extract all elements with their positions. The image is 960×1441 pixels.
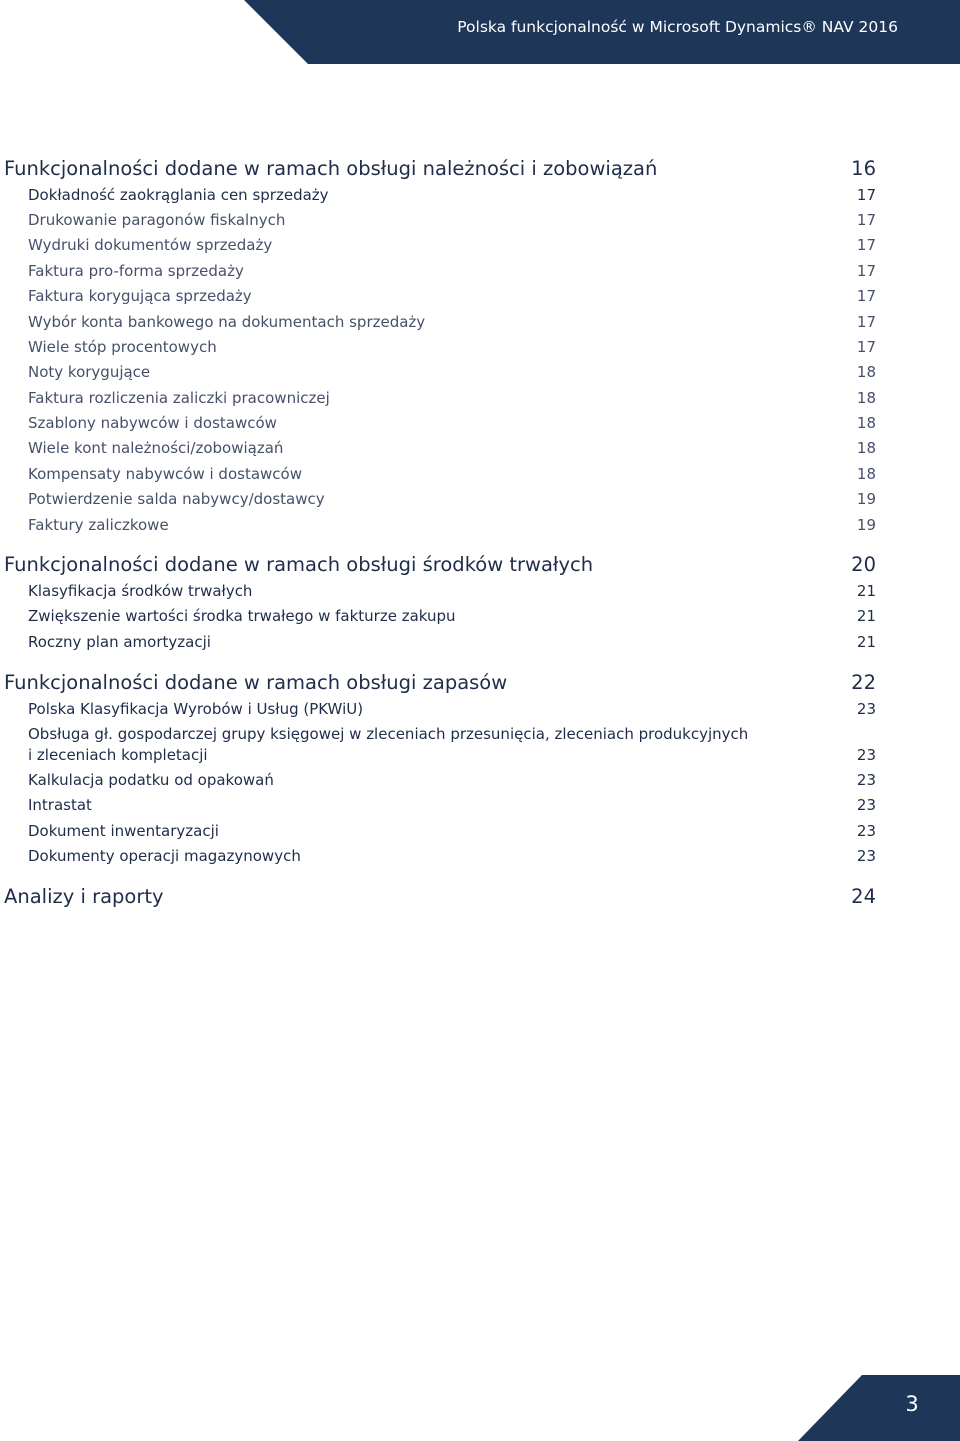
toc-item[interactable] bbox=[28, 363, 876, 385]
toc-item-page: 17 bbox=[856, 287, 876, 305]
toc-item-title: Zwiększenie wartości środka trwałego w fakturze zakupu bbox=[28, 607, 456, 625]
footer-band bbox=[798, 1375, 960, 1441]
toc-item[interactable] bbox=[28, 796, 876, 818]
toc-item-page: 23 bbox=[856, 847, 876, 865]
toc-section[interactable] bbox=[4, 885, 876, 911]
header-band bbox=[0, 0, 960, 64]
toc-item-title: Intrastat bbox=[28, 796, 92, 814]
toc-section-page: 22 bbox=[851, 671, 876, 694]
toc-section-title: Funkcjonalności dodane w ramach obsługi zapasów bbox=[4, 671, 508, 694]
toc-item-page: 19 bbox=[856, 516, 876, 534]
toc-section-page: 24 bbox=[851, 885, 876, 908]
toc-item[interactable] bbox=[28, 186, 876, 208]
toc-item-title-line1: Obsługa gł. gospodarczej grupy księgowej w zleceniach przesunięcia, zleceniach produkcyjnych bbox=[28, 725, 749, 743]
toc-item-page: 23 bbox=[856, 771, 876, 789]
toc-item[interactable] bbox=[28, 414, 876, 436]
toc-item[interactable] bbox=[28, 847, 876, 869]
toc-item-title: Szablony nabywców i dostawców bbox=[28, 414, 277, 432]
toc-item-title: Polska Klasyfikacja Wyrobów i Usług (PKWiU) bbox=[28, 700, 364, 718]
toc-item[interactable] bbox=[28, 338, 876, 360]
toc-item-page: 17 bbox=[856, 186, 876, 204]
toc-section[interactable] bbox=[4, 157, 876, 183]
toc-item-title-line2: i zleceniach kompletacji bbox=[28, 746, 208, 764]
toc-item[interactable] bbox=[28, 389, 876, 411]
toc-item-page: 23 bbox=[856, 822, 876, 840]
toc-item[interactable] bbox=[28, 771, 876, 793]
toc-item[interactable] bbox=[28, 822, 876, 844]
toc-item[interactable] bbox=[28, 582, 876, 604]
toc-item[interactable] bbox=[28, 211, 876, 233]
toc-item-title: Wydruki dokumentów sprzedaży bbox=[28, 236, 273, 254]
toc-item-page: 21 bbox=[856, 633, 876, 651]
toc-item-title: Dokładność zaokrąglania cen sprzedaży bbox=[28, 186, 329, 204]
toc-item-page: 23 bbox=[856, 700, 876, 718]
toc-item-page: 18 bbox=[856, 389, 876, 407]
footer-band-shape bbox=[798, 1375, 960, 1441]
toc-item-title: Potwierdzenie salda nabywcy/dostawcy bbox=[28, 490, 325, 508]
toc-item[interactable] bbox=[28, 439, 876, 461]
toc-section-page: 16 bbox=[851, 157, 876, 180]
toc-section-title: Funkcjonalności dodane w ramach obsługi należności i zobowiązań bbox=[4, 157, 658, 180]
toc-item-title: Kompensaty nabywców i dostawców bbox=[28, 465, 302, 483]
toc-item-page: 17 bbox=[856, 262, 876, 280]
toc-item-title: Faktura pro-forma sprzedaży bbox=[28, 262, 244, 280]
toc-item-page: 18 bbox=[856, 363, 876, 381]
toc-item[interactable] bbox=[28, 607, 876, 629]
toc-item[interactable] bbox=[28, 633, 876, 655]
toc-section[interactable] bbox=[4, 671, 876, 697]
toc-item[interactable] bbox=[28, 725, 876, 769]
toc-item-title: Drukowanie paragonów fiskalnych bbox=[28, 211, 286, 229]
toc-item-page: 17 bbox=[856, 338, 876, 356]
toc-item-page: 17 bbox=[856, 313, 876, 331]
toc-section[interactable] bbox=[4, 553, 876, 579]
toc-item-title: Roczny plan amortyzacji bbox=[28, 633, 211, 651]
document-title: Polska funkcjonalność w Microsoft Dynamics® NAV 2016 bbox=[457, 18, 898, 36]
toc-item[interactable] bbox=[28, 287, 876, 309]
toc-item-page: 17 bbox=[856, 211, 876, 229]
toc-item-title: Noty korygujące bbox=[28, 363, 151, 381]
toc-section-title: Analizy i raporty bbox=[4, 885, 164, 908]
toc-item-title: Faktura korygująca sprzedaży bbox=[28, 287, 252, 305]
toc-item-page: 21 bbox=[856, 607, 876, 625]
toc-item-title: Wybór konta bankowego na dokumentach sprzedaży bbox=[28, 313, 426, 331]
toc-item-title: Wiele kont należności/zobowiązań bbox=[28, 439, 284, 457]
toc-item-page: 21 bbox=[856, 582, 876, 600]
toc-section-title: Funkcjonalności dodane w ramach obsługi środków trwałych bbox=[4, 553, 594, 576]
toc-item-title: Kalkulacja podatku od opakowań bbox=[28, 771, 274, 789]
toc-item-page: 23 bbox=[856, 796, 876, 814]
toc-item-title: Dokumenty operacji magazynowych bbox=[28, 847, 301, 865]
toc-item-title: Wiele stóp procentowych bbox=[28, 338, 217, 356]
toc-item[interactable] bbox=[28, 313, 876, 335]
toc-item-title: Klasyfikacja środków trwałych bbox=[28, 582, 253, 600]
toc-item-page: 18 bbox=[856, 465, 876, 483]
toc-item[interactable] bbox=[28, 516, 876, 538]
page-number: 3 bbox=[905, 1392, 919, 1416]
toc-item[interactable] bbox=[28, 490, 876, 512]
toc-item-title: Dokument inwentaryzacji bbox=[28, 822, 219, 840]
toc-item-page: 18 bbox=[856, 414, 876, 432]
toc-section-page: 20 bbox=[851, 553, 876, 576]
toc-item-page: 19 bbox=[856, 490, 876, 508]
toc-item-title: Faktury zaliczkowe bbox=[28, 516, 169, 534]
toc-item-title: Faktura rozliczenia zaliczki pracowniczej bbox=[28, 389, 330, 407]
toc-item-page: 18 bbox=[856, 439, 876, 457]
toc-item-page: 23 bbox=[856, 746, 876, 764]
toc-item[interactable] bbox=[28, 700, 876, 722]
toc-item[interactable] bbox=[28, 236, 876, 258]
toc-item[interactable] bbox=[28, 262, 876, 284]
toc-item-page: 17 bbox=[856, 236, 876, 254]
toc-item[interactable] bbox=[28, 465, 876, 487]
